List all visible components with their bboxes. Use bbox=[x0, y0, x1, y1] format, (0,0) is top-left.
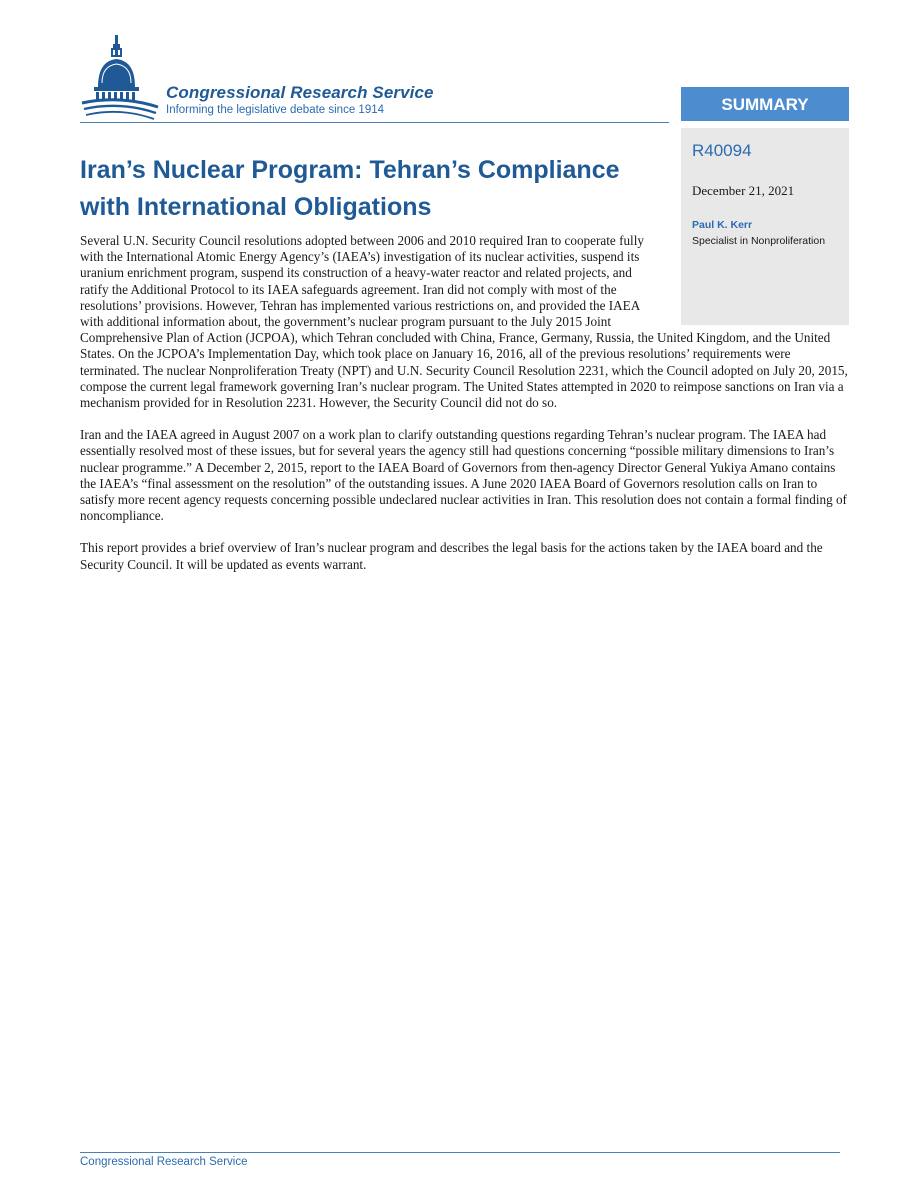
author-name: Paul K. Kerr bbox=[692, 219, 753, 231]
author-title: Specialist in Nonproliferation bbox=[692, 235, 826, 247]
summary-paragraph: Several U.N. Security Council resolutions adopted between 2006 and 2010 required Iran to cooperate fully with the International Atomic Energy Agency’s (IAEA’s) investigation of its nuclear activities, suspend its uranium enrichment program, suspend its construction of a heavy-water reactor and related projects, and ratify the Additional Protocol to its IAEA safeguards agreement. Iran did not comply with most of the resolutions’ provisions. However, Tehran has implemented various restrictions on, and provided the IAEA with additional information about, the government’s nuclear program pursuant to the July 2015 Joint Comprehensive Plan of Action (JCPOA), which Tehran concluded with China, France, Germany, Russia, the United Kingdom, and the United States. On the JCPOA’s Implementation Day, which took place on January 16, 2016, all of the previous resolutions’ requirements were terminated. The nuclear Nonproliferation Treaty (NPT) and U.N. Security Council Resolution 2231, which the Council adopted on July 20, 2015, compose the current legal framework governing Iran’s nuclear program. The United States attempted in 2020 to reimpose sanctions on Iran via a mechanism provided for in Resolution 2231. However, the Security Council did not do so. bbox=[80, 233, 848, 411]
header-divider bbox=[80, 122, 669, 123]
summary-tab: SUMMARY bbox=[681, 87, 849, 121]
report-date: December 21, 2021 bbox=[692, 183, 795, 198]
org-name: Congressional Research Service bbox=[166, 83, 434, 102]
org-tagline: Informing the legislative debate since 1914 bbox=[166, 104, 385, 116]
sidebar-spacer bbox=[658, 233, 850, 327]
summary-body bbox=[80, 233, 850, 589]
page-title: Iran’s Nuclear Program: Tehran’s Compliance with International Obligations bbox=[80, 156, 620, 221]
capitol-dome-icon bbox=[80, 35, 160, 125]
footer-text: Congressional Research Service bbox=[80, 1156, 248, 1168]
crs-logo bbox=[80, 35, 480, 125]
summary-paragraph: Iran and the IAEA agreed in August 2007 on a work plan to clarify outstanding questions regarding Tehran’s nuclear program. The IAEA had essentially resolved most of these issues, but for several years the agency still had questions concerning “possible military dimensions to Iran’s nuclear programme.” A December 2, 2015, report to the IAEA Board of Governors from then-agency Director General Yukiya Amano contains the IAEA’s “final assessment on the resolution” of the outstanding issues. A June 2020 IAEA Board of Governors resolution calls on Iran to satisfy more recent agency requests concerning possible undeclared nuclear activities in Iran. This resolution does not contain a formal finding of noncompliance. bbox=[80, 427, 847, 524]
report-id: R40094 bbox=[692, 141, 752, 160]
summary-paragraph: This report provides a brief overview of Iran’s nuclear program and describes the legal basis for the actions taken by the IAEA board and the Security Council. It will be updated as events warrant. bbox=[80, 540, 823, 572]
footer-divider bbox=[80, 1152, 840, 1153]
